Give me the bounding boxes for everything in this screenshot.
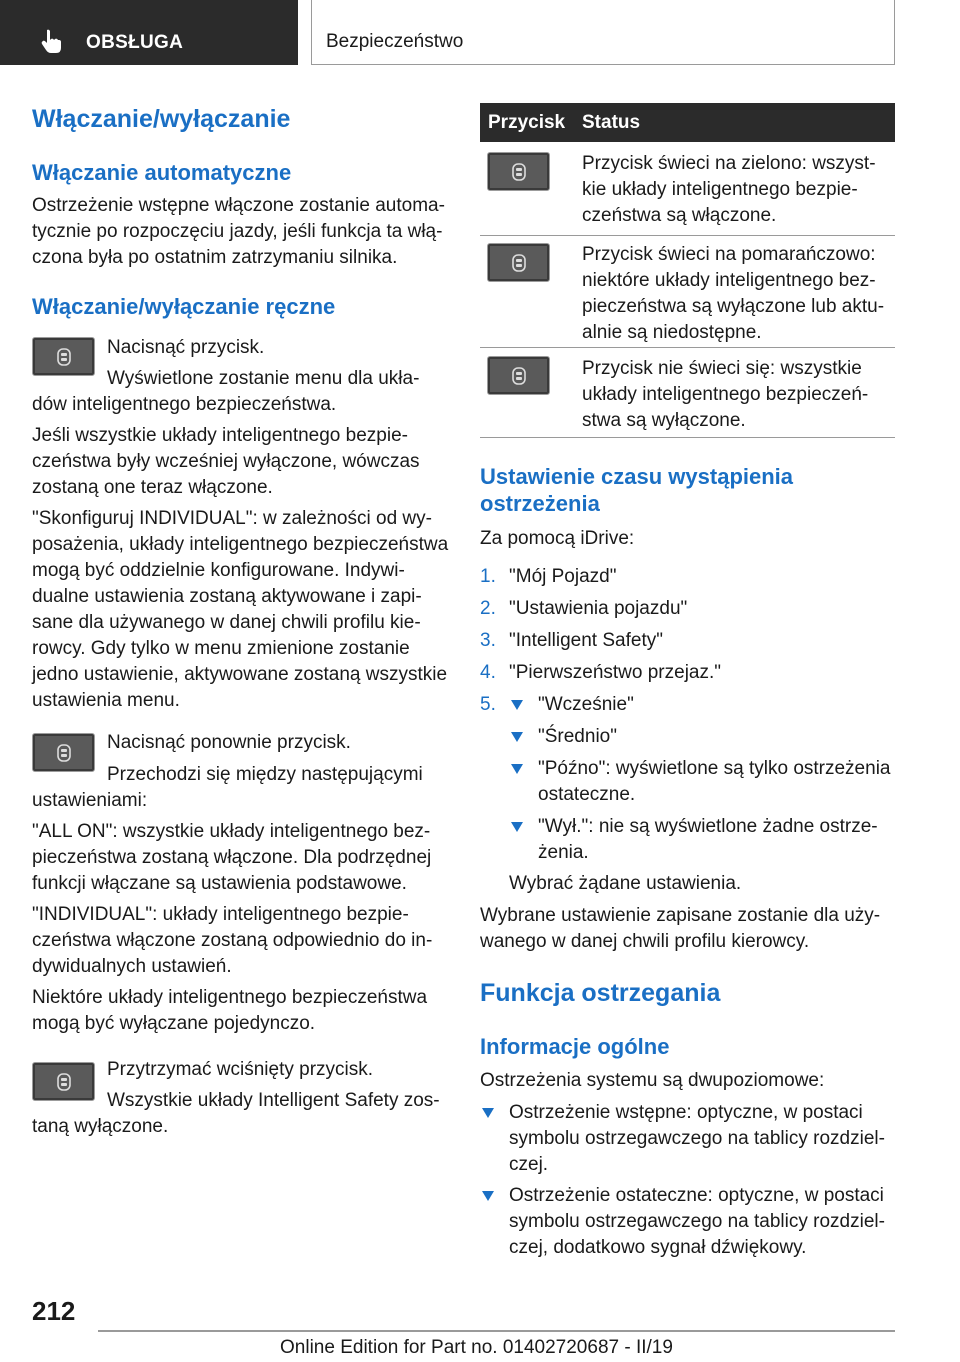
status-row2-3: pieczeństwa są wyłączone lub aktu-	[582, 296, 885, 317]
all-off-1: Wszystkie układy Intelligent Safety zos-	[107, 1090, 440, 1111]
individual-2: czeństwa włączone zostaną odpowiednio do in-	[32, 930, 433, 951]
triangle-bullet-icon	[482, 1108, 494, 1118]
step-number: 1.	[480, 566, 496, 587]
all-on-2: pieczeństwa zostaną włączone. Dla podrzędnej	[32, 847, 432, 868]
bullet-pre-1: Ostrzeżenie wstępne: optyczne, w postaci	[509, 1102, 863, 1123]
cycle-text-1: Przechodzi się między następującymi	[107, 764, 423, 785]
step-text: "Pierwszeństwo przejaz."	[509, 662, 722, 683]
safety-button-image	[487, 243, 550, 282]
status-row2-2: niektóre układy inteligentnego bez-	[582, 270, 876, 291]
heading-manual: Włączanie/wyłączanie ręczne	[32, 294, 336, 319]
status-row1-3: czeństwa są włączone.	[582, 205, 777, 226]
table-divider	[480, 235, 895, 236]
configure-4: dualne ustawienia zostaną aktywowane i zapi-	[32, 586, 422, 607]
safety-button-image	[32, 337, 95, 376]
car-safety-icon	[56, 348, 72, 366]
step-number: 2.	[480, 598, 496, 619]
step-number: 4.	[480, 662, 496, 683]
bullet-final-3: czej, dodatkowo sygnał dźwiękowy.	[509, 1237, 807, 1258]
all-off-2: taną wyłączone.	[32, 1116, 169, 1137]
triangle-bullet-icon	[511, 732, 523, 742]
option-off-2: żenia.	[538, 842, 589, 863]
triangle-bullet-icon	[511, 822, 523, 832]
option-early: "Wcześnie"	[538, 694, 634, 715]
saved-text-1: Wybrane ustawienie zapisane zostanie dla uży-	[480, 905, 881, 926]
menu-text-1: Wyświetlone zostanie menu dla ukła-	[107, 368, 420, 389]
menu-text-2: dów inteligentnego bezpieczeństwa.	[32, 394, 337, 415]
car-safety-icon	[56, 1073, 72, 1091]
safety-button-image	[487, 356, 550, 395]
option-late-2: ostateczne.	[538, 784, 636, 805]
table-divider	[480, 347, 895, 348]
status-row1-2: kie układy inteligentnego bezpie-	[582, 179, 858, 200]
bullet-pre-3: czej.	[509, 1154, 549, 1175]
option-medium: "Średnio"	[538, 726, 617, 747]
car-safety-icon	[511, 367, 527, 385]
auto-text-2: tycznie po rozpoczęciu jazdy, jeśli funkcja ta włą-	[32, 221, 443, 242]
option-late-1: "Późno": wyświetlone są tylko ostrzeżenia	[538, 758, 891, 779]
cycle-text-2: ustawieniami:	[32, 790, 148, 811]
configure-3: mogą być oddzielnie konfigurowane. Indywi-	[32, 560, 405, 581]
triangle-bullet-icon	[482, 1191, 494, 1201]
two-level-text: Ostrzeżenia systemu są dwupoziomowe:	[480, 1070, 825, 1091]
status-table-header	[480, 103, 895, 142]
step-text: "Mój Pojazd"	[509, 566, 617, 587]
bullet-final-1: Ostrzeżenie ostateczne: optyczne, w postaci	[509, 1185, 884, 1206]
individual-3: dywidualnych ustawień.	[32, 956, 232, 977]
saved-text-2: wanego w danej chwili profilu kierowcy.	[480, 931, 810, 952]
safety-button-image	[32, 733, 95, 772]
all-on-1: "ALL ON": wszystkie układy inteligentnego bez-	[32, 821, 431, 842]
configure-5: sane dla używanego w danej chwili profilu kie-	[32, 612, 421, 633]
car-safety-icon	[511, 163, 527, 181]
select-text: Wybrać żądane ustawienia.	[509, 873, 742, 894]
individual-1: "INDIVIDUAL": układy inteligentnego bezpie-	[32, 904, 409, 925]
status-row3-2: układy inteligentnego bezpieczeń-	[582, 384, 869, 405]
page-number: 212	[32, 1296, 76, 1326]
via-idrive: Za pomocą iDrive:	[480, 528, 635, 549]
chapter-tab[interactable]	[0, 0, 298, 65]
step-number: 3.	[480, 630, 496, 651]
chapter-tab-label: OBSŁUGA	[86, 32, 184, 53]
auto-text-3: czona była po ostatnim zatrzymaniu silnika.	[32, 247, 398, 268]
heading-warning-time-2: ostrzeżenia	[480, 491, 600, 516]
configure-6: rowcy. Gdy tylko w menu zmienione zostanie	[32, 638, 410, 659]
triangle-bullet-icon	[511, 700, 523, 710]
col-button-header: Przycisk	[488, 112, 566, 133]
heading-auto: Włączanie automatyczne	[32, 160, 292, 185]
status-row2-1: Przycisk świeci na pomarańczowo:	[582, 244, 876, 265]
status-row3-3: stwa są wyłączone.	[582, 410, 746, 431]
if-all-3: zostaną one teraz włączone.	[32, 477, 273, 498]
step-text: "Intelligent Safety"	[509, 630, 663, 651]
bullet-final-2: symbolu ostrzegawczego na tablicy rozdziel-	[509, 1211, 885, 1232]
status-row3-1: Przycisk nie świeci się: wszystkie	[582, 358, 862, 379]
safety-button-image	[487, 152, 550, 191]
configure-8: ustawienia menu.	[32, 690, 180, 711]
press-again-text: Nacisnąć ponownie przycisk.	[107, 732, 351, 753]
all-on-3: funkcji włączane są ustawienia podstawowe.	[32, 873, 407, 894]
section-tab-label: Bezpieczeństwo	[326, 31, 464, 52]
some-1: Niektóre układy inteligentnego bezpieczeństwa	[32, 987, 428, 1008]
col-status-header: Status	[582, 112, 641, 133]
table-divider	[480, 437, 895, 438]
step-number: 5.	[480, 694, 496, 715]
configure-2: posażenia, układy inteligentnego bezpieczeństwa	[32, 534, 449, 555]
safety-button-image	[32, 1062, 95, 1101]
triangle-bullet-icon	[511, 764, 523, 774]
car-safety-icon	[56, 744, 72, 762]
heading-general: Informacje ogólne	[480, 1034, 670, 1059]
configure-1: "Skonfiguruj INDIVIDUAL": w zależności od wy-	[32, 508, 432, 529]
option-off-1: "Wył.": nie są wyświetlone żadne ostrze-	[538, 816, 878, 837]
some-2: mogą być wyłączane pojedynczo.	[32, 1013, 316, 1034]
auto-text-1: Ostrzeżenie wstępne włączone zostanie automa-	[32, 195, 445, 216]
if-all-1: Jeśli wszystkie układy inteligentnego bezpie-	[32, 425, 408, 446]
bullet-pre-2: symbolu ostrzegawczego na tablicy rozdziel-	[509, 1128, 885, 1149]
hand-pointer-icon	[38, 28, 64, 54]
press-button-text: Nacisnąć przycisk.	[107, 337, 265, 358]
heading-on-off: Włączanie/wyłączanie	[32, 105, 291, 133]
heading-warning-function: Funkcja ostrzegania	[480, 979, 721, 1007]
hold-text: Przytrzymać wciśnięty przycisk.	[107, 1059, 374, 1080]
status-row1-1: Przycisk świeci na zielono: wszyst-	[582, 153, 876, 174]
footer-edition: Online Edition for Part no. 01402720687 - II/19	[280, 1337, 673, 1358]
step-text: "Ustawienia pojazdu"	[509, 598, 688, 619]
if-all-2: czeństwa były wcześniej wyłączone, wówczas	[32, 451, 420, 472]
car-safety-icon	[511, 254, 527, 272]
status-row2-4: alnie są niedostępne.	[582, 322, 762, 343]
footer-divider	[98, 1330, 895, 1332]
configure-7: jedno ustawienie, aktywowane zostaną wszystkie	[32, 664, 448, 685]
heading-warning-time-1: Ustawienie czasu wystąpienia	[480, 464, 794, 489]
section-tab[interactable]	[311, 0, 895, 65]
